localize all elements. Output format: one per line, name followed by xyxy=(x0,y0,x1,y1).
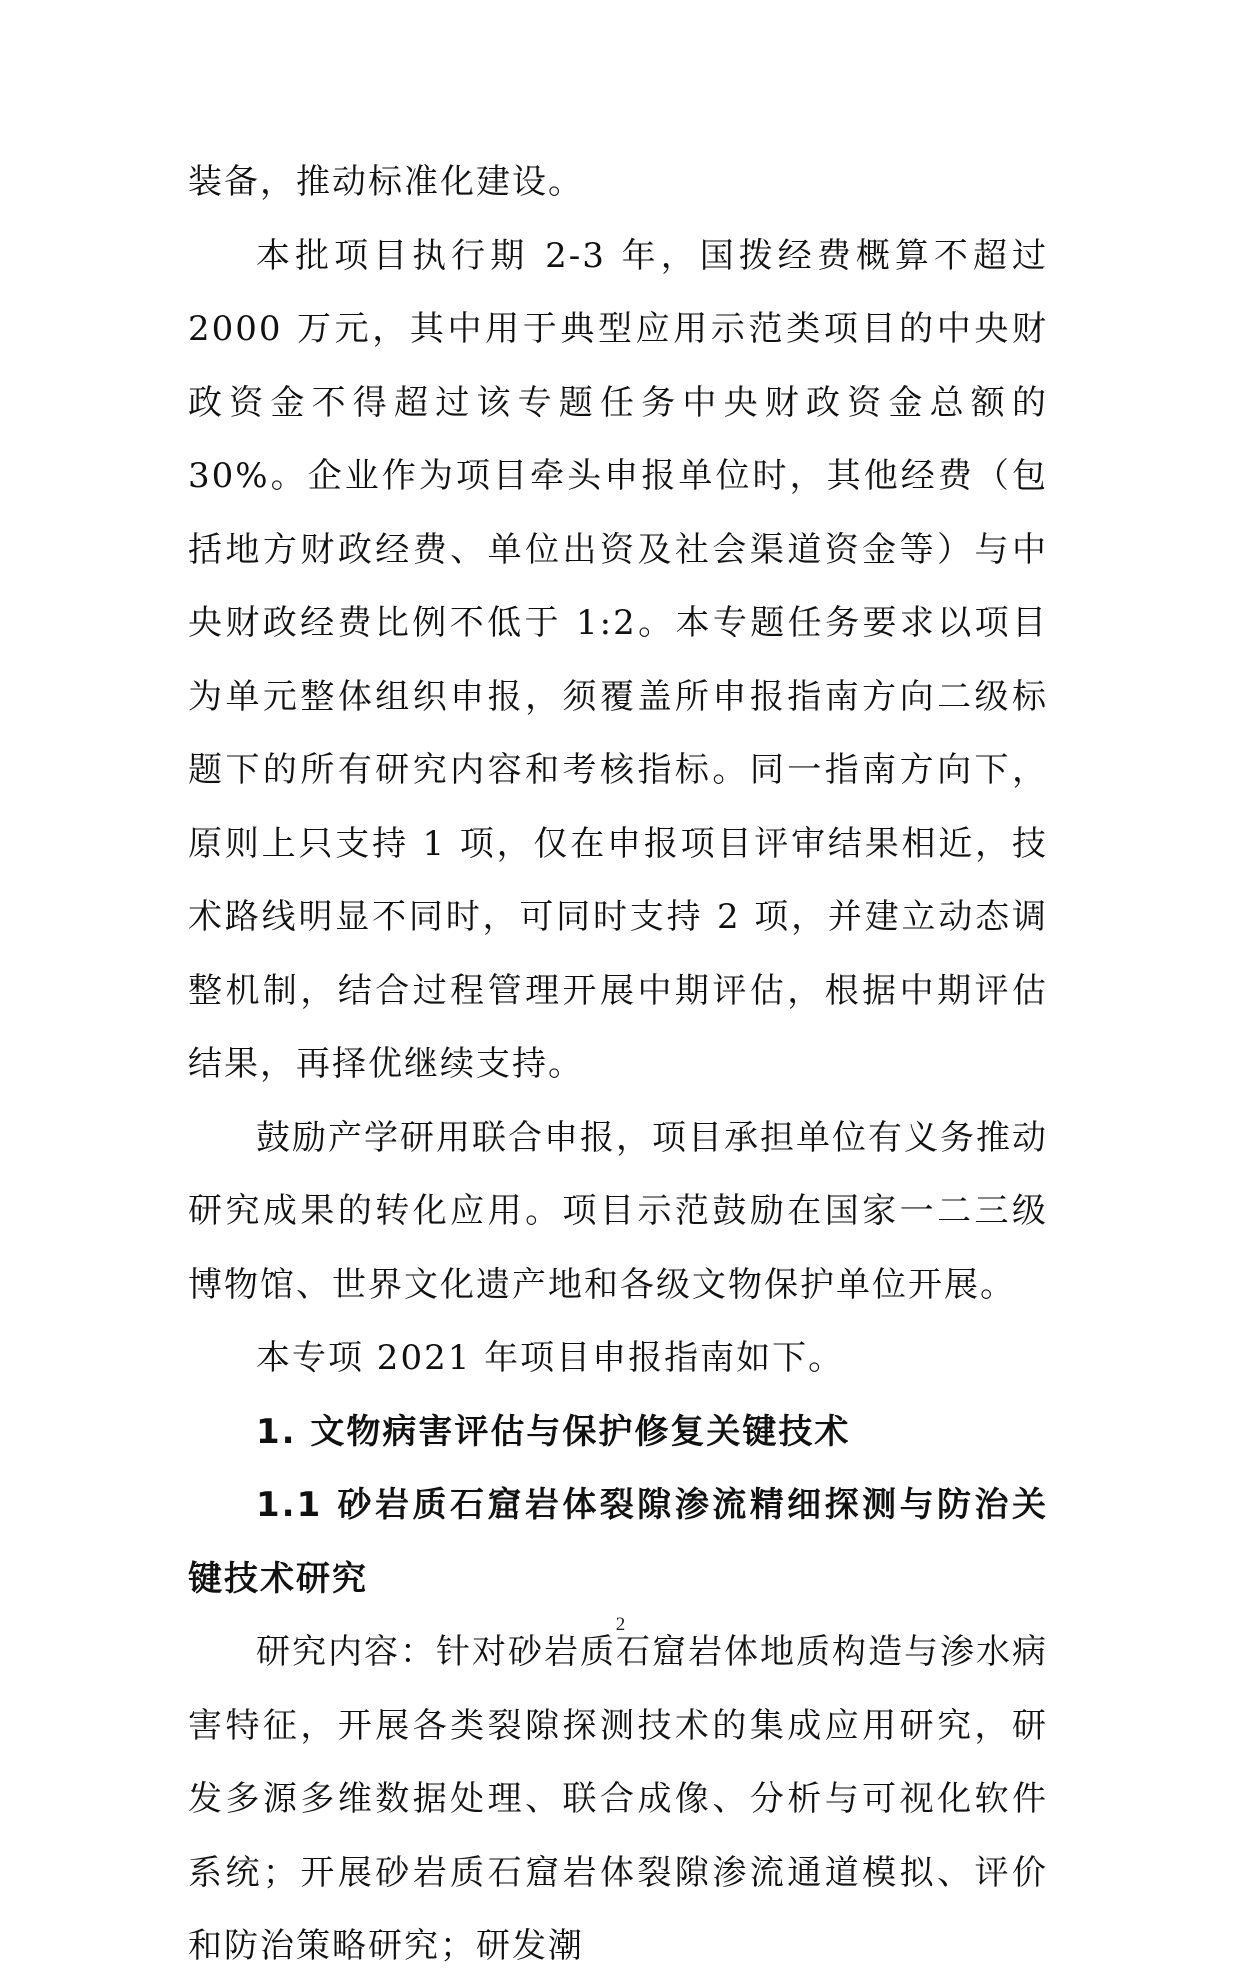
page-number: 2 xyxy=(615,1614,626,1635)
paragraph-cooperation: 鼓励产学研用联合申报，项目承担单位有义务推动研究成果的转化应用。项目示范鼓励在国家一二三级博物馆、世界文化遗产地和各级文物保护单位开展。 xyxy=(188,1117,1048,1305)
paragraph-research-content: 研究内容：针对砂岩质石窟岩体地质构造与渗水病害特征，开展各类裂隙探测技术的集成应用研究，研发多源多维数据处理、联合成像、分析与可视化软件系统；开展砂岩质石窟岩体裂隙渗流通道模拟、评价和防治策略研究；研发潮 xyxy=(188,1632,1048,1966)
document-body xyxy=(188,146,1048,1984)
section-heading-1: 1. 文物病害评估与保护修复关键技术 xyxy=(256,1411,851,1452)
paragraph-funding: 本批项目执行期 2-3 年，国拨经费概算不超过 2000 万元，其中用于典型应用示范类项目的中央财政资金不得超过该专题任务中央财政资金总额的 30%。企业作为项目牵头申报单位时，其他经费（包括地方财政经费、单位出资及社会渠道资金等）与中央财政经费比例不低于 1:2。本专题任务要求以项目为单元整体组织申报，须覆盖所申报指南方向二级标题下的所有研究内容和考核指标。同一指南方向下，原则上只支持 1 项，仅在申报项目评审结果相近，技术路线明显不同时，可同时支持 2 项，并建立动态调整机制，结合过程管理开展中期评估，根据中期评估结果，再择优继续支持。 xyxy=(188,235,1048,1084)
paragraph-continuation: 装备，推动标准化建设。 xyxy=(188,162,584,202)
section-heading-1-1: 1.1 砂岩质石窟岩体裂隙渗流精细探测与防治关键技术研究 xyxy=(188,1485,1048,1599)
paragraph-guide-intro: 本专项 2021 年项目申报指南如下。 xyxy=(256,1338,845,1378)
